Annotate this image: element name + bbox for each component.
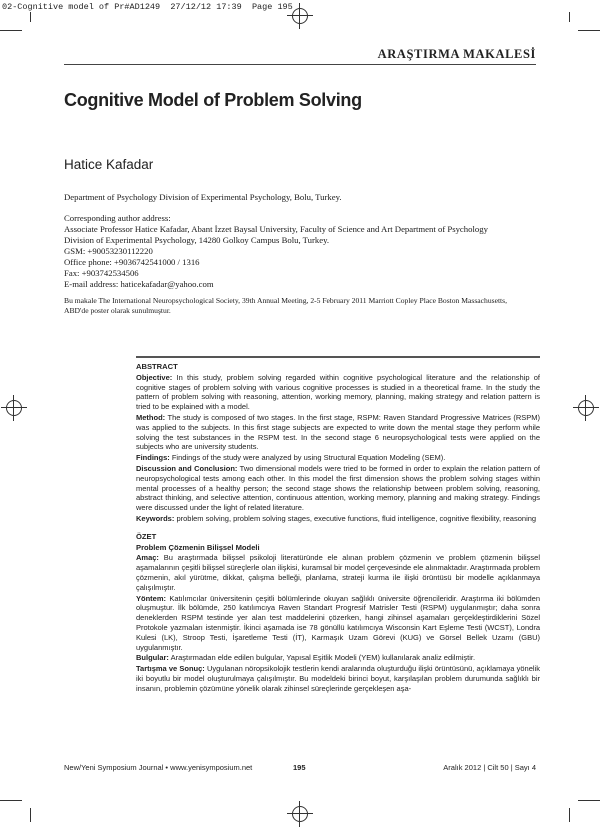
office-phone: Office phone: +9036742541000 / 1316 [64, 257, 200, 267]
abstract-keywords [136, 514, 540, 524]
footer-page-number: 195 [293, 763, 306, 772]
method-label: Method: [136, 412, 166, 422]
tartisma-label: Tartışma ve Sonuç: [136, 664, 205, 674]
crop-mark-top-right-h [578, 30, 600, 31]
abstract-rule [136, 356, 540, 358]
ozet-heading: ÖZET [136, 531, 157, 541]
ozet-amac [136, 553, 540, 592]
email: E-mail address: haticekafadar@yahoo.com [64, 279, 214, 289]
address-line-2: Division of Experimental Psychology, 14280 Golkoy Campus Bolu, Turkey. [64, 235, 330, 245]
address-line-1: Associate Professor Hatice Kafadar, Abant İzzet Baysal University, Faculty of Science and Art Department of Psychology [64, 224, 488, 234]
correspondence-block [64, 213, 540, 290]
article-title: Cognitive Model of Problem Solving [64, 90, 362, 110]
keywords-label: Keywords: [136, 513, 175, 523]
findings-text: Findings of the study were analyzed by using Structural Equation Modeling (SEM). [171, 453, 446, 463]
registration-mark-right [578, 400, 594, 416]
footer-issue: Aralık 2012 | Cilt 50 | Sayı 4 [443, 763, 536, 772]
abstract-findings [136, 453, 540, 463]
tartisma-text: Uygulanan nöropsikolojik testlerin kendi aralarında oluşturduğu ilişki örüntüsünü, açıklamaya yönelik iki boyutlu bir model oluşturulmaya çalışılmıştır. Bu modeldeki birinci boyut, karşılaşılan problem durumunda sağlıklı bir insanın, problemin çözümüne yönelik olarak zihinsel süreçlerinde gerçekleşen aşa- [136, 664, 540, 693]
ozet-bulgular [136, 653, 540, 663]
abstract-discussion [136, 464, 540, 513]
bulgular-label: Bulgular: [136, 653, 169, 663]
ozet-subtitle: Problem Çözmenin Bilişsel Modeli [136, 542, 260, 552]
crop-mark-bottom-left-h [0, 800, 22, 801]
crop-mark-bottom-right-h [578, 800, 600, 801]
abstract-method [136, 413, 540, 452]
abstract-heading: ABSTRACT [136, 362, 178, 371]
abstract-objective [136, 373, 540, 412]
header-rule [64, 64, 536, 65]
yontem-label: Yöntem: [136, 593, 166, 603]
amac-label: Amaç: [136, 553, 159, 563]
presentation-note [64, 296, 542, 316]
note-line-2: ABD'de poster olarak sunulmuştur. [64, 306, 171, 315]
print-slug: 02-Cognitive model of Pr#AD1249 27/12/12 17:39 Page 195 [2, 2, 293, 12]
ozet-tartisma [136, 664, 540, 693]
correspondence-heading: Corresponding author address: [64, 213, 171, 223]
abstract-section [136, 362, 540, 695]
amac-text: Bu araştırmada bilişsel psikoloji literatüründe ele alınan problem çözmenin ve problem çözmenin bilişsel aşamalarının çeşitli bilişsel süreçlerle olan ilişkisi, kuramsal bir model çerçevesinde ele alınmaktadır. Araştırmada problem çözmenin, akıl yürütme, dikkat, çalışma belleği, planlama, strateji kurma ile ilişki örüntüsü bir modelle açıklanmaya çalışılmıştır. [136, 553, 540, 592]
crop-mark-top-left-v [30, 12, 31, 22]
discussion-text: Two dimensional models were tried to be formed in order to explain the relation pattern of neuropsychological tests among each other. In this model the first dimension shows the problem solving stages within mental processes of a healthy person; the second stage shows the relationship between problem solving, reasoning, abstract thinking, and selective attention, continuous attention, working memory, planning and making strategy. Findings were discussed under the light of related literature. [136, 463, 541, 513]
footer-journal: New/Yeni Symposium Journal • www.yenisymposium.net [64, 763, 253, 772]
author-name: Hatice Kafadar [64, 157, 154, 172]
discussion-label: Discussion and Conclusion: [136, 463, 238, 473]
registration-mark-left [6, 400, 22, 416]
method-text: The study is composed of two stages. In the first stage, RSPM: Raven Standard Progressive Matrices (RSPM) was applied to the subjects. In this first stage subjects are expected to write down the mental stage they perform while solving the test substances in the RSPM test. In the second stage 6 neuropsychological tests were applied on the subjects who are university students. [136, 412, 540, 452]
keywords-text: problem solving, problem solving stages, executive functions, fluid intelligence, cognitive flexibility, reasoning [176, 513, 537, 523]
fax: Fax: +903742534506 [64, 268, 139, 278]
registration-mark-top [292, 8, 308, 24]
bulgular-text: Araştırmadan elde edilen bulgular, Yapısal Eşitlik Modeli (YEM) kullanılarak analiz edilmiştir. [170, 653, 476, 663]
section-label: ARAŞTIRMA MAKALESİ [377, 47, 536, 61]
findings-label: Findings: [136, 453, 170, 463]
crop-mark-bottom-right-v [569, 808, 570, 822]
ozet-yontem [136, 594, 540, 653]
objective-label: Objective: [136, 372, 173, 382]
yontem-text: Katılımcılar üniversitenin çeşitli bölümlerinde okuyan sağlıklı üniversite öğrencileridir. Araştırma iki bölümden oluşmuştur. İlk bölümde, 250 katılımcıya Raven Standart Progresif Matrisler Testi (RSPM) uygulanmıştır; daha sonra deneklerden RSPM testinde yer alan test maddelerini çözerken, hangi zihinsel aşamaları gerçekleştirdiklerini Sözel Protokole yazmaları istenmiştir. İkinci aşamada ise 78 gönüllü katılımcıya Wisconsin Kart Eşleme Testi (WCST), Londra Kulesi (LK), Stroop Testi, İşaretleme Testi (İT), Karmaşık Uzam Görevi (KUG) ve Görsel Bellek Uzamı (GBU) uygulanmıştır. [136, 593, 540, 652]
note-line-1: Bu makale The International Neuropsychological Society, 39th Annual Meeting, 2-5 February 2011 Marriott Copley Place Boston Massachusetts, [64, 296, 508, 305]
crop-mark-top-left-h [0, 30, 22, 31]
department: Department of Psychology Division of Experimental Psychology, Bolu, Turkey. [64, 192, 342, 202]
objective-text: In this study, problem solving regarded within cognitive psychological literature and the relationship of cognitive stages of problem solving with various cognitive processes is studied in a theoretical frame. In the study the pattern of problem solving with reasoning, attention, working memory, planning, making strategy and relation pattern is tried to be explained with a model. [136, 372, 540, 412]
registration-mark-bottom [292, 806, 308, 822]
gsm: GSM: +90053230112220 [64, 246, 153, 256]
crop-mark-bottom-left-v [30, 808, 31, 822]
crop-mark-top-right-v [569, 12, 570, 22]
